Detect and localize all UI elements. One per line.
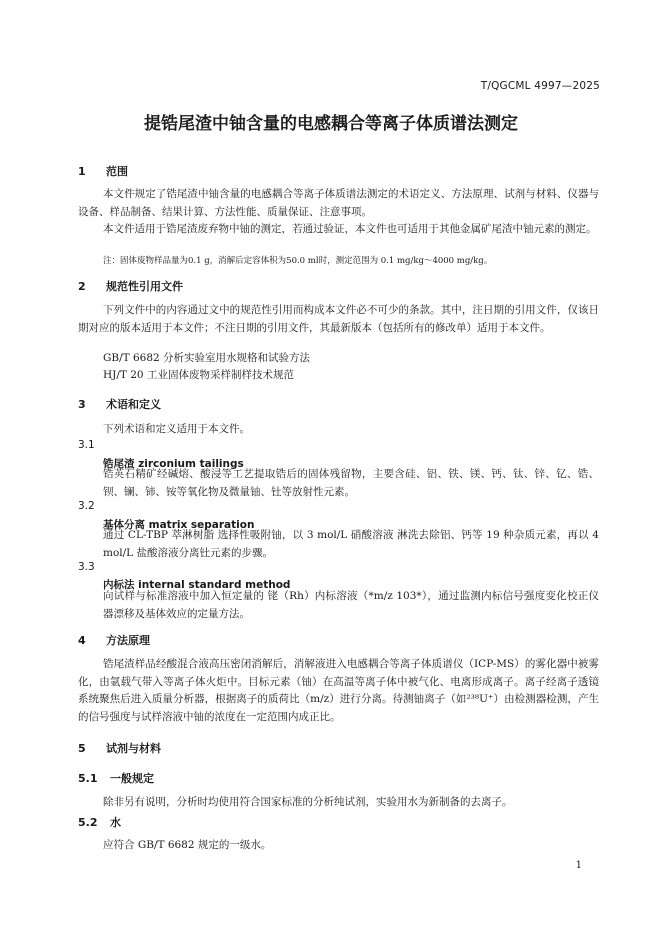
term-definition: 通过 CL-TBP 萃淋树脂 选择性吸附铀，以 3 mol/L 硝酸溶液 淋洗去除铝、钙等 19 种杂质元素，再以 4 mol/L 盐酸溶液分离钍元素的步骤。: [103, 529, 599, 559]
term-heading: 内标法 internal standard method: [103, 579, 291, 591]
page-number: 1: [575, 860, 582, 871]
section-number: 1: [78, 165, 86, 178]
section-number: 3: [78, 398, 86, 411]
references-paragraph: 下列文件中的内容通过文中的规范性引用而构成本文件必不可少的条款。其中，注日期的引用文件，仅该日期对应的版本适用于本文件；不注日期的引用文件，其最新版本（包括所有的修改单）适用于本文件。: [78, 304, 599, 334]
section-title: 试剂与材料: [106, 742, 161, 755]
reference-item: HJ/T 20 工业固体废物采样制样技术规范: [103, 369, 294, 381]
water-paragraph: 应符合 GB/T 6682 规定的一级水。: [103, 839, 272, 851]
section-number: 2: [78, 280, 86, 293]
subsection-5-1-heading: [78, 770, 154, 786]
section-title: 规范性引用文件: [106, 280, 183, 293]
terms-intro: 下列术语和定义适用于本文件。: [103, 423, 250, 435]
general-rule-paragraph: 除非另有说明，分析时均使用符合国家标准的分析纯试剂，实验用水为新制备的去离子。: [103, 796, 513, 808]
section-number: 5: [78, 742, 86, 755]
section-5-heading: [78, 740, 161, 756]
term-number: 3.3: [78, 561, 95, 573]
scope-paragraph-2: 本文件适用于锆尾渣废弃物中铀的测定，若通过验证，本文件也可适用于其他金属矿尾渣中铀元素的测定。: [103, 223, 597, 235]
section-1-heading: [78, 163, 128, 179]
term-heading: 锆尾渣 zirconium tailings: [103, 458, 244, 470]
scope-paragraph-1: 本文件规定了锆尾渣中铀含量的电感耦合等离子体质谱法测定的术语定义、方法原理、试剂与材料、仪器与设备、样品制备、结果计算、方法性能、质量保证、注意事项。: [78, 188, 599, 218]
section-title: 方法原理: [106, 634, 150, 647]
reference-item: GB/T 6682 分析实验室用水规格和试验方法: [103, 352, 311, 364]
section-number: 4: [78, 634, 86, 647]
section-title: 范围: [106, 165, 128, 178]
section-4-heading: [78, 632, 150, 648]
principle-paragraph: 锆尾渣样品经酸混合液高压密闭消解后，消解液进入电感耦合等离子体质谱仪（ICP-MS）的雾化器中被雾化，由氩载气带入等离子体火炬中。目标元素（铀）在高温等离子体中被气化、电离形成离子。离子经离子透镜系统聚焦后进入质量分析器，根据离子的质荷比（m/z）进行分离。待测铀离子（如²³⁸U⁺）由检测器检测，产生的信号强度与试样溶液中铀的浓度在一定范围内成正比。: [78, 658, 599, 723]
term-definition: 向试样与标准溶液中加入恒定量的 铑（Rh）内标溶液（*m/z 103*），通过监测内标信号强度变化校正仪器漂移及基体效应的定量方法。: [103, 590, 599, 620]
section-title: 术语和定义: [106, 398, 161, 411]
section-3-heading: [78, 396, 161, 412]
subsection-title: 水: [110, 816, 121, 829]
section-2-heading: [78, 278, 183, 294]
term-number: 3.1: [78, 439, 95, 451]
subsection-5-2-heading: [78, 814, 121, 830]
subsection-title: 一般规定: [110, 772, 154, 785]
term-heading: 基体分离 matrix separation: [103, 519, 255, 531]
document-title: 提锆尾渣中铀含量的电感耦合等离子体质谱法测定: [144, 114, 518, 134]
scope-note: 注：固体废物样品量为0.1 g，消解后定容体积为50.0 ml时，测定范围为 0.1 mg/kg～4000 mg/kg。: [103, 256, 493, 266]
standard-code: T/QGCML 4997—2025: [480, 80, 600, 92]
term-number: 3.2: [78, 500, 95, 512]
term-definition: 锆英石精矿经碱熔、酸浸等工艺提取锆后的固体残留物，主要含硅、铝、铁、镁、钙、钛、锌、钇、锆、钡、镧、铈、铵等氧化物及微量铀、钍等放射性元素。: [103, 468, 599, 498]
subsection-number: 5.2: [78, 816, 98, 829]
subsection-number: 5.1: [78, 772, 98, 785]
